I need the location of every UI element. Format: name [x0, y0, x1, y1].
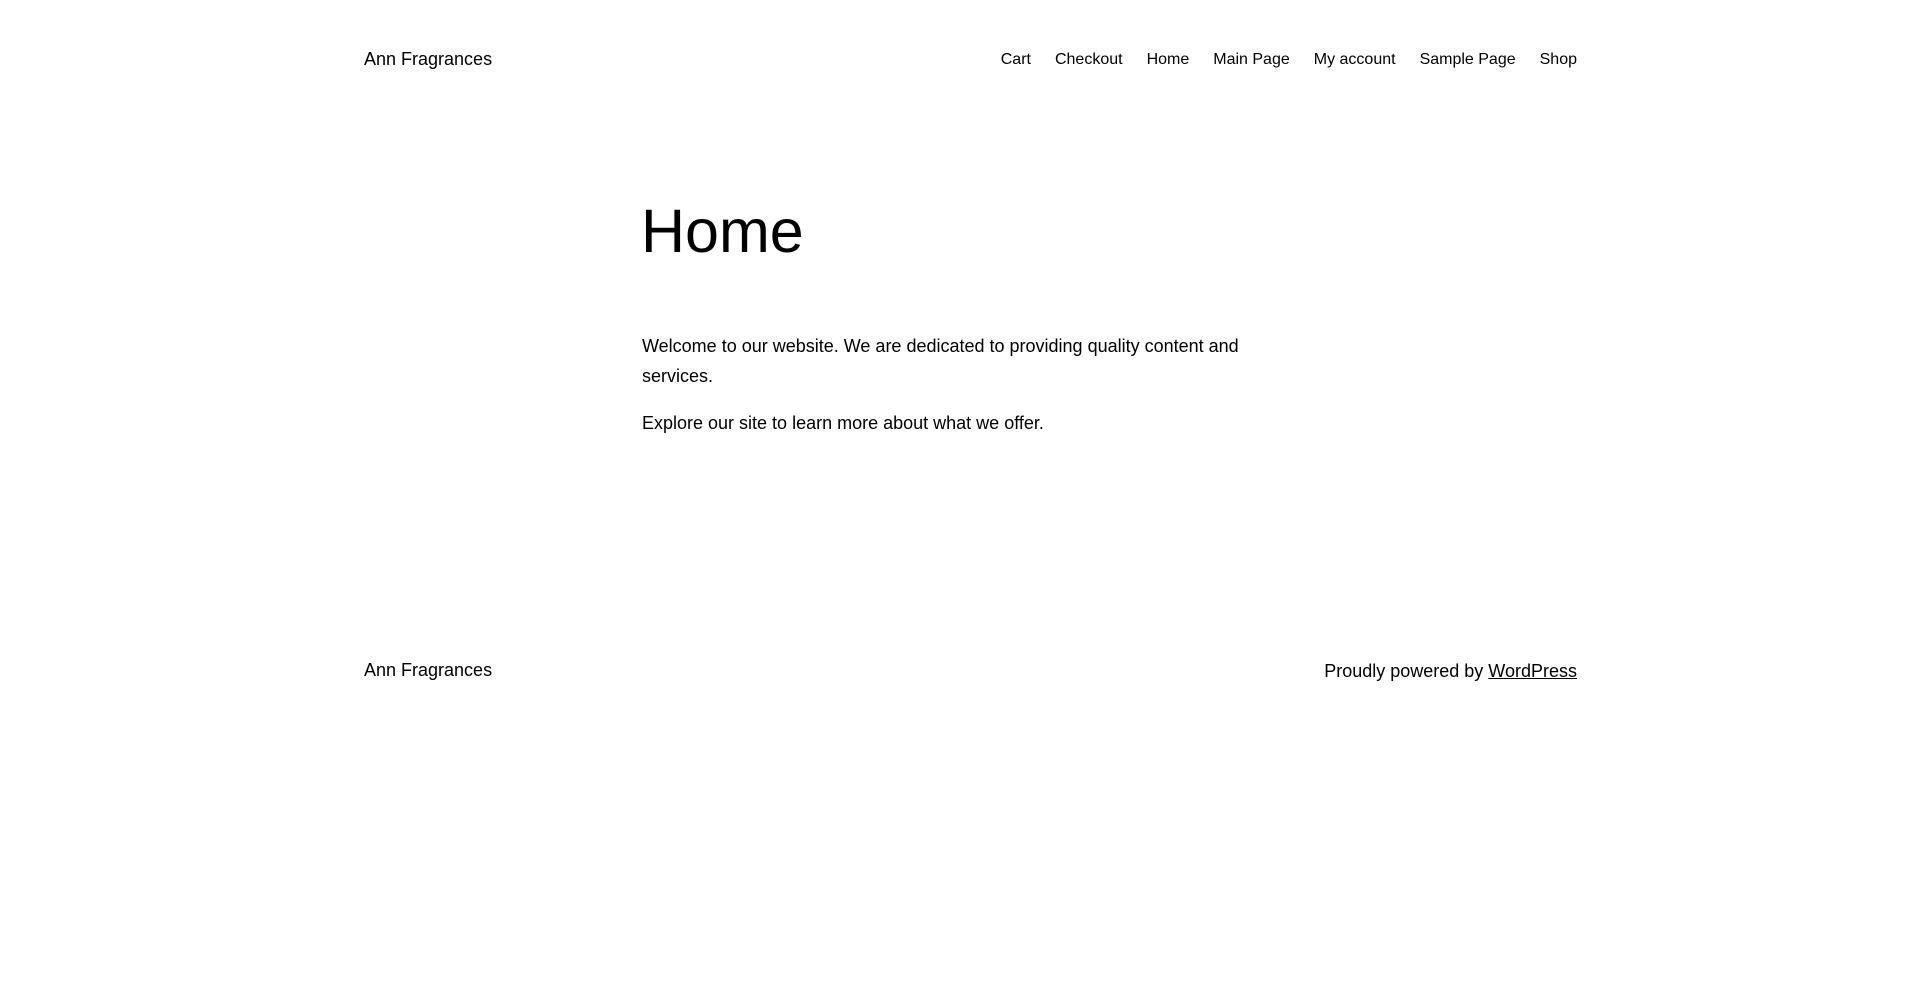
site-title-link[interactable]: Ann Fragrances [364, 49, 493, 69]
primary-nav [1001, 49, 1577, 71]
nav-link-cart[interactable]: Cart [1000, 51, 1031, 68]
nav-link-sample-page[interactable]: Sample Page [1419, 51, 1516, 68]
content-paragraph: Explore our site to learn more about what we offer. [642, 413, 1044, 433]
wordpress-link[interactable]: WordPress [1488, 661, 1577, 681]
nav-link-home[interactable]: Home [1146, 51, 1190, 68]
credit-text: Proudly powered by [1324, 661, 1489, 681]
footer-site-title-link[interactable]: Ann Fragrances [364, 660, 493, 680]
footer-credit [1324, 659, 1577, 683]
page-content [642, 331, 1282, 455]
nav-link-shop[interactable]: Shop [1539, 51, 1577, 68]
nav-link-checkout[interactable]: Checkout [1054, 51, 1123, 68]
nav-link-my-account[interactable]: My account [1313, 51, 1396, 68]
nav-link-main-page[interactable]: Main Page [1213, 51, 1290, 68]
page-title: Home [641, 197, 804, 265]
content-paragraph: Welcome to our website. We are dedicated to providing quality content and services. [642, 336, 1239, 386]
